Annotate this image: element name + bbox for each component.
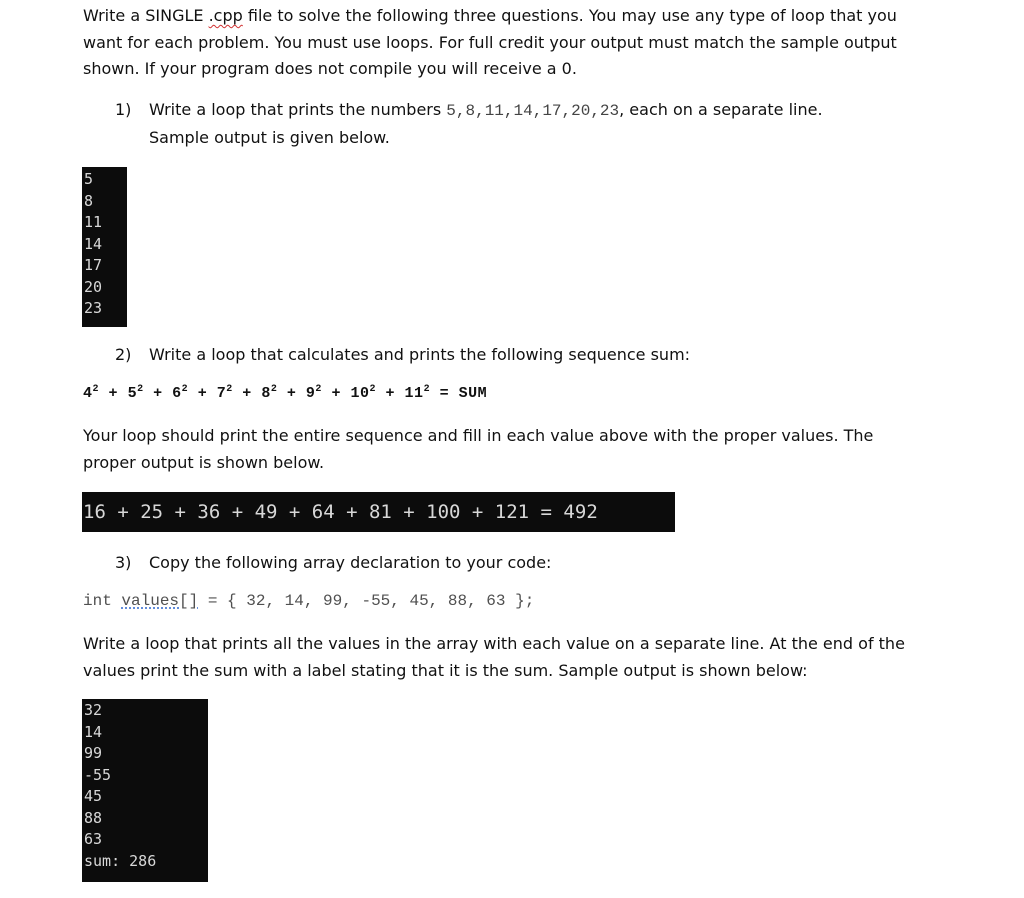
q3-code-declaration (83, 592, 534, 610)
console-line: 63 (84, 830, 103, 848)
console-line: 17 (84, 256, 103, 274)
console-line: -55 (84, 765, 112, 784)
console-line: sum: 286 (84, 851, 157, 870)
console-line: 20 (84, 277, 103, 296)
q2-text: Write a loop that calculates and prints the following sequence sum: (149, 345, 691, 364)
console-line: 88 (84, 808, 103, 827)
console-line: 14 (84, 234, 103, 253)
console-line: 11 (84, 213, 103, 231)
q3-console-output (82, 699, 208, 882)
q3-paragraph-line-1: Write a loop that prints all the values in the array with each value on a separate line. At the end of the (83, 634, 905, 653)
q2-console-output (82, 492, 675, 532)
q2-paragraph-line-2: proper output is shown below. (83, 453, 325, 472)
console-line: 99 (84, 744, 103, 762)
intro-text: file to solve the following three questions. You may use any type of loop that you (242, 6, 897, 25)
q3-number: 3) (115, 553, 132, 572)
q2-paragraph-line-1: Your loop should print the entire sequence and fill in each value above with the proper values. The (83, 426, 874, 445)
cpp-word: .cpp (208, 6, 243, 25)
q1-console-output (82, 167, 127, 327)
console-line: 5 (84, 170, 94, 188)
console-line: 23 (84, 299, 103, 317)
console-line: 32 (84, 701, 103, 719)
code-name: values[] (121, 592, 199, 610)
q1-text (149, 100, 823, 120)
q2-number: 2) (115, 345, 132, 364)
console-line: 16 + 25 + 36 + 49 + 64 + 81 + 100 + 121 = 492 (83, 501, 598, 523)
q1-sample-label: Sample output is given below. (149, 128, 390, 147)
console-line: 14 (84, 722, 103, 741)
console-line: 8 (84, 191, 94, 210)
q1-text-post: , each on a separate line. (619, 100, 823, 119)
intro-line-1 (83, 6, 897, 25)
code-rest: = { 32, 14, 99, -55, 45, 88, 63 }; (198, 592, 535, 610)
q1-sequence: 5,8,11,14,17,20,23 (446, 102, 620, 120)
intro-text: Write a SINGLE (83, 6, 209, 25)
intro-line-2: want for each problem. You must use loops. For full credit your output must match the sample output (83, 33, 897, 52)
console-line: 45 (84, 787, 103, 805)
intro-line-3: shown. If your program does not compile you will receive a 0. (83, 59, 577, 78)
q1-text-pre: Write a loop that prints the numbers (149, 100, 447, 119)
q2-equation: $4^2 + 5^2 + 6^2 + 7^2 + 8^2 + 9^2 + 10^2 + 11^2$ = SUM (83, 384, 488, 402)
code-type: int (83, 592, 112, 610)
q3-paragraph-line-2: values print the sum with a label stating that it is the sum. Sample output is shown below: (83, 661, 808, 680)
q1-number: 1) (115, 100, 132, 119)
q3-text: Copy the following array declaration to your code: (149, 553, 552, 572)
